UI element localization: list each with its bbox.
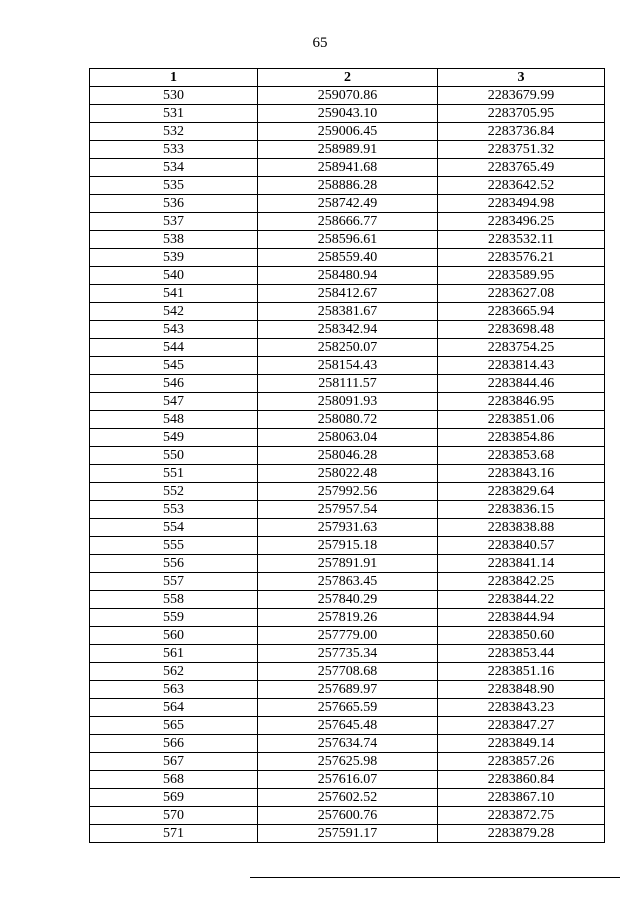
y-coordinate-cell: 2283532.11	[438, 231, 605, 249]
table-row	[90, 123, 605, 141]
point-number-cell: 562	[90, 663, 258, 681]
x-coordinate-cell: 257634.74	[258, 735, 438, 753]
point-number-cell: 557	[90, 573, 258, 591]
table-row	[90, 321, 605, 339]
x-coordinate-cell: 257819.26	[258, 609, 438, 627]
table-row	[90, 537, 605, 555]
y-coordinate-cell: 2283851.16	[438, 663, 605, 681]
table-row	[90, 303, 605, 321]
x-coordinate-cell: 257616.07	[258, 771, 438, 789]
table-row	[90, 645, 605, 663]
x-coordinate-cell: 257957.54	[258, 501, 438, 519]
table-row	[90, 411, 605, 429]
x-coordinate-cell: 257645.48	[258, 717, 438, 735]
x-coordinate-cell: 257689.97	[258, 681, 438, 699]
y-coordinate-cell: 2283814.43	[438, 357, 605, 375]
x-coordinate-cell: 257735.34	[258, 645, 438, 663]
point-number-cell: 538	[90, 231, 258, 249]
x-coordinate-cell: 258596.61	[258, 231, 438, 249]
table-row	[90, 87, 605, 105]
table-row	[90, 825, 605, 843]
y-coordinate-cell: 2283853.68	[438, 447, 605, 465]
y-coordinate-cell: 2283844.22	[438, 591, 605, 609]
point-number-cell: 552	[90, 483, 258, 501]
table-row	[90, 339, 605, 357]
footer-divider	[250, 877, 620, 878]
table-row	[90, 735, 605, 753]
table-row	[90, 231, 605, 249]
x-coordinate-cell: 258022.48	[258, 465, 438, 483]
table-row	[90, 501, 605, 519]
table-row	[90, 663, 605, 681]
point-number-cell: 571	[90, 825, 258, 843]
y-coordinate-cell: 2283765.49	[438, 159, 605, 177]
table-row	[90, 483, 605, 501]
point-number-cell: 543	[90, 321, 258, 339]
y-coordinate-cell: 2283494.98	[438, 195, 605, 213]
header-col-3: 3	[438, 69, 605, 87]
table-row	[90, 555, 605, 573]
table-row	[90, 141, 605, 159]
table-row	[90, 609, 605, 627]
y-coordinate-cell: 2283589.95	[438, 267, 605, 285]
y-coordinate-cell: 2283846.95	[438, 393, 605, 411]
x-coordinate-cell: 257992.56	[258, 483, 438, 501]
point-number-cell: 553	[90, 501, 258, 519]
table-row	[90, 375, 605, 393]
x-coordinate-cell: 258412.67	[258, 285, 438, 303]
point-number-cell: 566	[90, 735, 258, 753]
table-row	[90, 267, 605, 285]
x-coordinate-cell: 258886.28	[258, 177, 438, 195]
x-coordinate-cell: 258063.04	[258, 429, 438, 447]
header-row	[90, 69, 605, 87]
x-coordinate-cell: 257915.18	[258, 537, 438, 555]
y-coordinate-cell: 2283879.28	[438, 825, 605, 843]
y-coordinate-cell: 2283853.44	[438, 645, 605, 663]
table-row	[90, 357, 605, 375]
point-number-cell: 542	[90, 303, 258, 321]
y-coordinate-cell: 2283642.52	[438, 177, 605, 195]
table-row	[90, 249, 605, 267]
point-number-cell: 569	[90, 789, 258, 807]
x-coordinate-cell: 258666.77	[258, 213, 438, 231]
x-coordinate-cell: 258480.94	[258, 267, 438, 285]
table-row	[90, 753, 605, 771]
y-coordinate-cell: 2283867.10	[438, 789, 605, 807]
x-coordinate-cell: 258381.67	[258, 303, 438, 321]
y-coordinate-cell: 2283843.16	[438, 465, 605, 483]
point-number-cell: 564	[90, 699, 258, 717]
x-coordinate-cell: 258941.68	[258, 159, 438, 177]
x-coordinate-cell: 257863.45	[258, 573, 438, 591]
point-number-cell: 561	[90, 645, 258, 663]
point-number-cell: 548	[90, 411, 258, 429]
table-row	[90, 573, 605, 591]
y-coordinate-cell: 2283836.15	[438, 501, 605, 519]
table-row	[90, 465, 605, 483]
table-header	[90, 69, 605, 87]
y-coordinate-cell: 2283844.46	[438, 375, 605, 393]
point-number-cell: 567	[90, 753, 258, 771]
table-row	[90, 177, 605, 195]
y-coordinate-cell: 2283857.26	[438, 753, 605, 771]
y-coordinate-cell: 2283854.86	[438, 429, 605, 447]
point-number-cell: 546	[90, 375, 258, 393]
x-coordinate-cell: 257779.00	[258, 627, 438, 645]
table-row	[90, 627, 605, 645]
x-coordinate-cell: 259043.10	[258, 105, 438, 123]
x-coordinate-cell: 258046.28	[258, 447, 438, 465]
y-coordinate-cell: 2283838.88	[438, 519, 605, 537]
x-coordinate-cell: 257600.76	[258, 807, 438, 825]
y-coordinate-cell: 2283844.94	[438, 609, 605, 627]
y-coordinate-cell: 2283851.06	[438, 411, 605, 429]
point-number-cell: 530	[90, 87, 258, 105]
y-coordinate-cell: 2283751.32	[438, 141, 605, 159]
x-coordinate-cell: 258342.94	[258, 321, 438, 339]
table-row	[90, 591, 605, 609]
y-coordinate-cell: 2283842.25	[438, 573, 605, 591]
x-coordinate-cell: 258080.72	[258, 411, 438, 429]
point-number-cell: 547	[90, 393, 258, 411]
point-number-cell: 550	[90, 447, 258, 465]
coordinates-table	[89, 68, 605, 843]
table-row	[90, 447, 605, 465]
y-coordinate-cell: 2283840.57	[438, 537, 605, 555]
point-number-cell: 544	[90, 339, 258, 357]
point-number-cell: 531	[90, 105, 258, 123]
y-coordinate-cell: 2283848.90	[438, 681, 605, 699]
table-row	[90, 429, 605, 447]
point-number-cell: 536	[90, 195, 258, 213]
table-row	[90, 807, 605, 825]
x-coordinate-cell: 257891.91	[258, 555, 438, 573]
point-number-cell: 565	[90, 717, 258, 735]
x-coordinate-cell: 257591.17	[258, 825, 438, 843]
table-row	[90, 213, 605, 231]
x-coordinate-cell: 257665.59	[258, 699, 438, 717]
point-number-cell: 539	[90, 249, 258, 267]
table-row	[90, 681, 605, 699]
point-number-cell: 551	[90, 465, 258, 483]
point-number-cell: 560	[90, 627, 258, 645]
x-coordinate-cell: 259070.86	[258, 87, 438, 105]
point-number-cell: 533	[90, 141, 258, 159]
y-coordinate-cell: 2283841.14	[438, 555, 605, 573]
y-coordinate-cell: 2283736.84	[438, 123, 605, 141]
header-col-2: 2	[258, 69, 438, 87]
y-coordinate-cell: 2283829.64	[438, 483, 605, 501]
x-coordinate-cell: 258091.93	[258, 393, 438, 411]
y-coordinate-cell: 2283849.14	[438, 735, 605, 753]
point-number-cell: 537	[90, 213, 258, 231]
x-coordinate-cell: 258111.57	[258, 375, 438, 393]
point-number-cell: 559	[90, 609, 258, 627]
point-number-cell: 535	[90, 177, 258, 195]
table-row	[90, 285, 605, 303]
point-number-cell: 541	[90, 285, 258, 303]
point-number-cell: 540	[90, 267, 258, 285]
point-number-cell: 549	[90, 429, 258, 447]
y-coordinate-cell: 2283847.27	[438, 717, 605, 735]
y-coordinate-cell: 2283850.60	[438, 627, 605, 645]
y-coordinate-cell: 2283754.25	[438, 339, 605, 357]
y-coordinate-cell: 2283698.48	[438, 321, 605, 339]
x-coordinate-cell: 257840.29	[258, 591, 438, 609]
point-number-cell: 568	[90, 771, 258, 789]
point-number-cell: 556	[90, 555, 258, 573]
table-body	[90, 87, 605, 843]
table-row	[90, 789, 605, 807]
point-number-cell: 570	[90, 807, 258, 825]
table-row	[90, 195, 605, 213]
y-coordinate-cell: 2283843.23	[438, 699, 605, 717]
x-coordinate-cell: 257931.63	[258, 519, 438, 537]
page-number: 65	[312, 35, 328, 51]
x-coordinate-cell: 257625.98	[258, 753, 438, 771]
table-row	[90, 105, 605, 123]
table-row	[90, 519, 605, 537]
point-number-cell: 545	[90, 357, 258, 375]
point-number-cell: 554	[90, 519, 258, 537]
header-col-1: 1	[90, 69, 258, 87]
table-row	[90, 717, 605, 735]
x-coordinate-cell: 258559.40	[258, 249, 438, 267]
x-coordinate-cell: 258154.43	[258, 357, 438, 375]
y-coordinate-cell: 2283679.99	[438, 87, 605, 105]
point-number-cell: 534	[90, 159, 258, 177]
point-number-cell: 555	[90, 537, 258, 555]
y-coordinate-cell: 2283665.94	[438, 303, 605, 321]
y-coordinate-cell: 2283705.95	[438, 105, 605, 123]
x-coordinate-cell: 258742.49	[258, 195, 438, 213]
x-coordinate-cell: 257708.68	[258, 663, 438, 681]
y-coordinate-cell: 2283872.75	[438, 807, 605, 825]
x-coordinate-cell: 258250.07	[258, 339, 438, 357]
table-row	[90, 771, 605, 789]
y-coordinate-cell: 2283627.08	[438, 285, 605, 303]
table-row	[90, 393, 605, 411]
y-coordinate-cell: 2283496.25	[438, 213, 605, 231]
y-coordinate-cell: 2283860.84	[438, 771, 605, 789]
x-coordinate-cell: 259006.45	[258, 123, 438, 141]
table-row	[90, 159, 605, 177]
point-number-cell: 532	[90, 123, 258, 141]
table-row	[90, 699, 605, 717]
point-number-cell: 558	[90, 591, 258, 609]
point-number-cell: 563	[90, 681, 258, 699]
y-coordinate-cell: 2283576.21	[438, 249, 605, 267]
x-coordinate-cell: 258989.91	[258, 141, 438, 159]
x-coordinate-cell: 257602.52	[258, 789, 438, 807]
